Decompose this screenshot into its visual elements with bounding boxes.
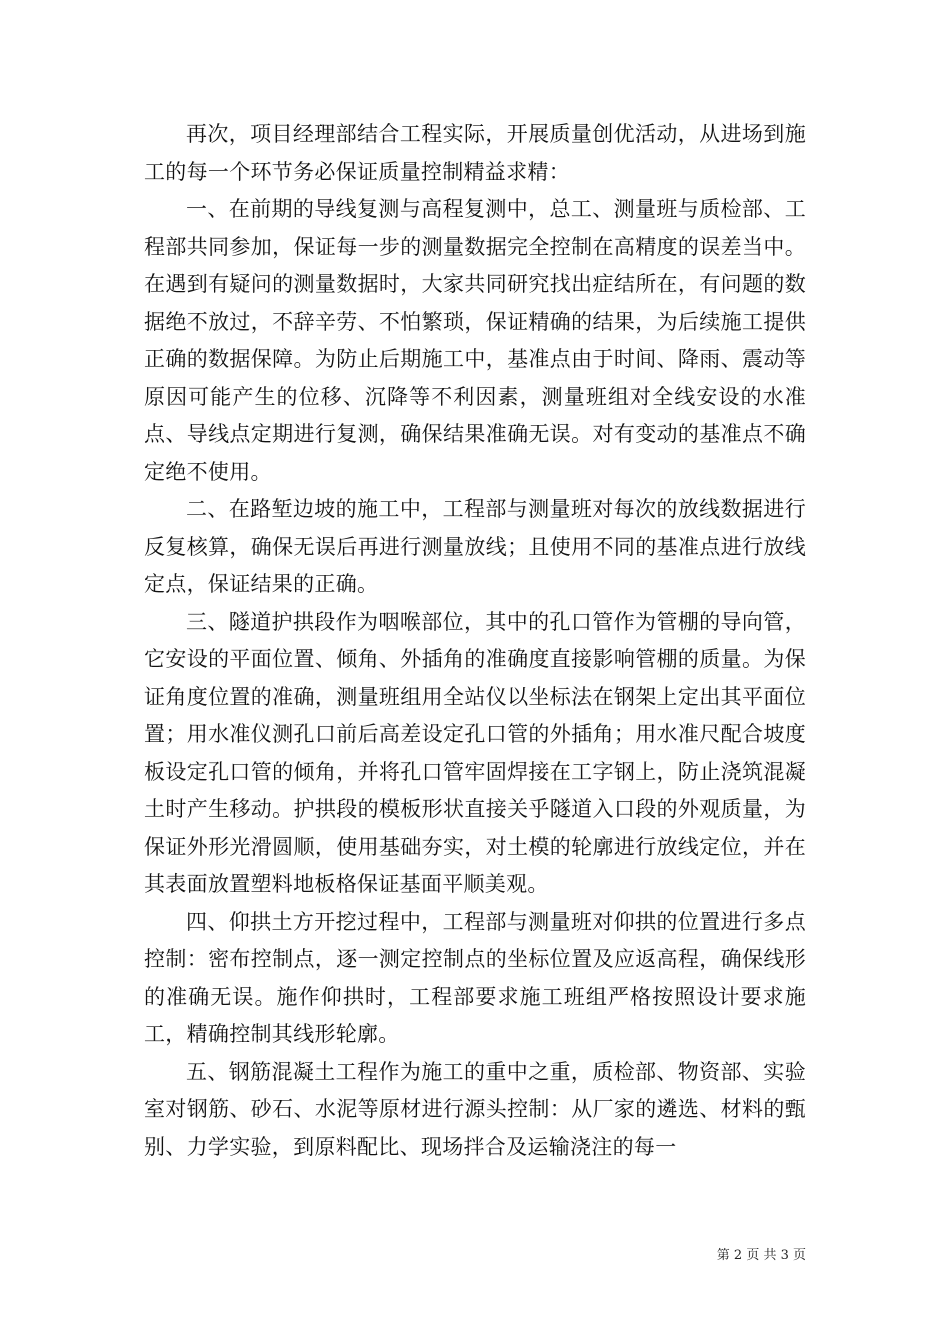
document-body — [144, 116, 806, 1166]
paragraph-intro: 再次，项目经理部结合工程实际，开展质量创优活动，从进场到施工的每一个环节务必保证质量控制精益求精： — [144, 122, 806, 184]
paragraph-section-1: 一、在前期的导线复测与高程复测中，总工、测量班与质检部、工程部共同参加，保证每一步的测量数据完全控制在高精度的误差当中。在遇到有疑问的测量数据时，大家共同研究找出症结所在，有问题的数据绝不放过，不辞辛劳、不怕繁琐，保证精确的结果，为后续施工提供正确的数据保障。为防止后期施工中，基准点由于时间、降雨、震动等原因可能产生的位移、沉降等不利因素，测量班组对全线安设的水准点、导线点定期进行复测，确保结果准确无误。对有变动的基准点不确定绝不使用。 — [144, 197, 806, 484]
paragraph-section-2: 二、在路堑边坡的施工中，工程部与测量班对每次的放线数据进行反复核算，确保无误后再进行测量放线；且使用不同的基准点进行放线定点，保证结果的正确。 — [144, 497, 806, 596]
paragraph-section-4: 四、仰拱土方开挖过程中，工程部与测量班对仰拱的位置进行多点控制：密布控制点，逐一测定控制点的坐标位置及应返高程，确保线形的准确无误。施作仰拱时，工程部要求施工班组严格按照设计要求施工，精确控制其线形轮廓。 — [144, 909, 806, 1046]
paragraph-section-3: 三、隧道护拱段作为咽喉部位，其中的孔口管作为管棚的导向管，它安设的平面位置、倾角、外插角的准确度直接影响管棚的质量。为保证角度位置的准确，测量班组用全站仪以坐标法在钢架上定出其平面位置；用水准仪测孔口前后高差设定孔口管的外插角；用水准尺配合坡度板设定孔口管的倾角，并将孔口管牢固焊接在工字钢上，防止浇筑混凝土时产生移动。护拱段的模板形状直接关乎隧道入口段的外观质量，为保证外形光滑圆顺，使用基础夯实，对土模的轮廓进行放线定位，并在其表面放置塑料地板格保证基面平顺美观。 — [144, 609, 806, 896]
page-number: 第 2 页 共 3 页 — [716, 1248, 806, 1263]
paragraph-section-5: 五、钢筋混凝土工程作为施工的重中之重，质检部、物资部、实验室对钢筋、砂石、水泥等原材进行源头控制：从厂家的遴选、材料的甄别、力学实验，到原料配比、现场拌合及运输浇注的每一 — [144, 1059, 806, 1159]
